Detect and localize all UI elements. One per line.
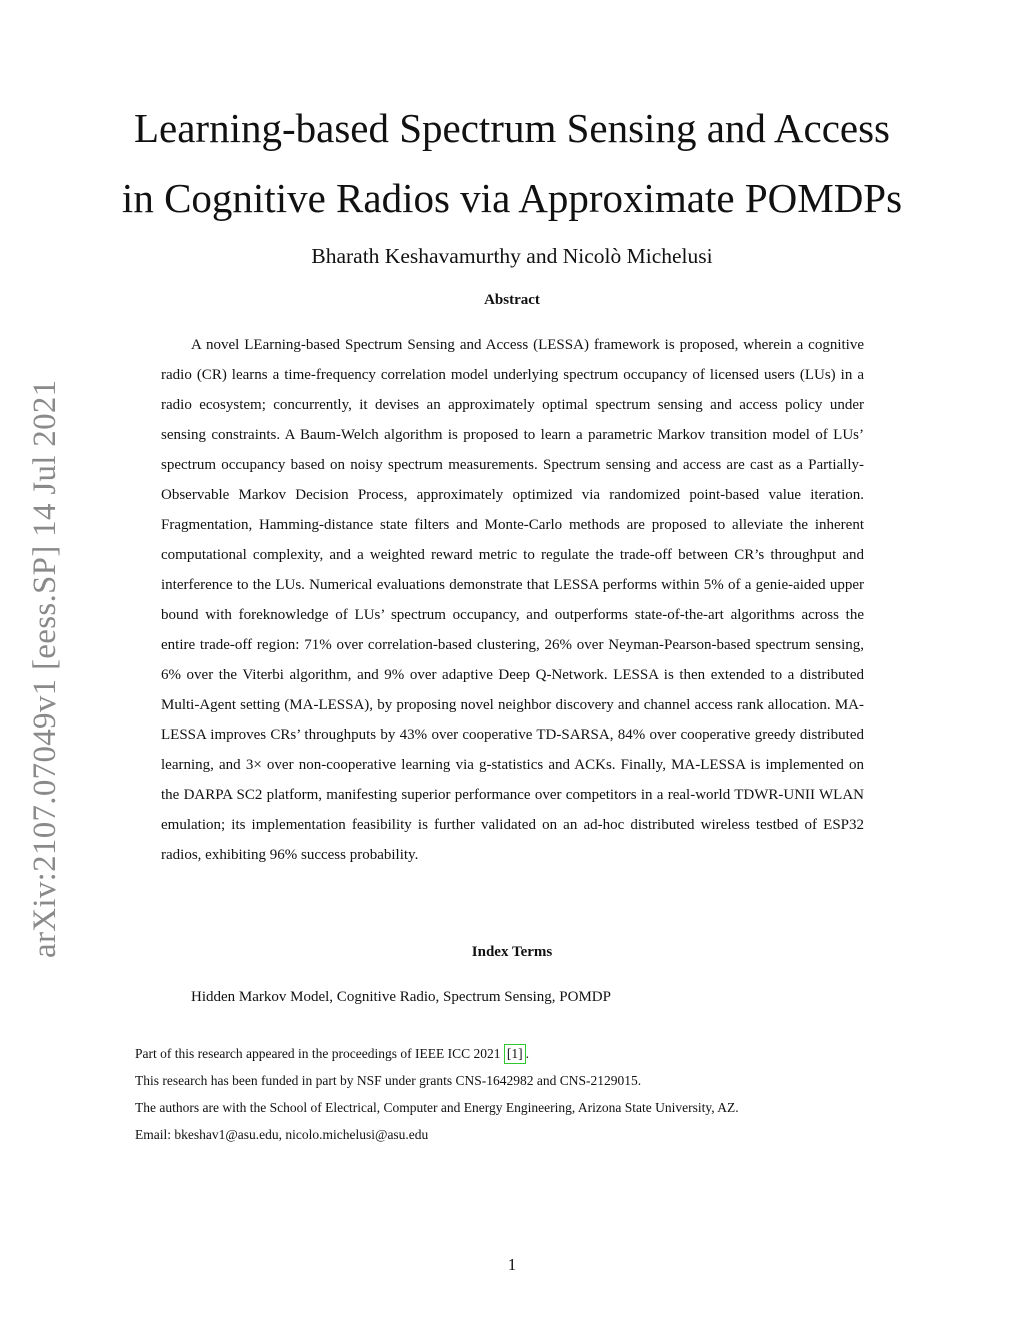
index-terms-text: Hidden Markov Model, Cognitive Radio, Spectrum Sensing, POMDP: [191, 989, 611, 1005]
index-terms-heading: Index Terms: [471, 944, 553, 960]
abstract-heading: Abstract: [484, 292, 540, 308]
title-line-2: in Cognitive Radios via Approximate POMDPs: [121, 175, 903, 221]
author-list: Bharath Keshavamurthy and Nicolò Michelusi: [311, 244, 713, 268]
page-number: 1: [507, 1255, 517, 1274]
citation-link[interactable]: [1]: [504, 1044, 526, 1064]
footnote-email: Email: bkeshav1@asu.edu, nicolo.michelusi@asu.edu: [135, 1127, 429, 1142]
footnote-proceedings: [135, 1040, 895, 1067]
arxiv-identifier-stamp: arXiv:2107.07049v1 [eess.SP] 14 Jul 2021: [27, 379, 63, 958]
footnote-proceedings-text: Part of this research appeared in the proceedings of IEEE ICC 2021: [135, 1046, 504, 1061]
title-line-1: Learning-based Spectrum Sensing and Access: [133, 105, 891, 151]
paper-title: [0, 93, 1024, 233]
footnote-affiliation: The authors are with the School of Electrical, Computer and Energy Engineering, Arizona State University, AZ.: [135, 1100, 739, 1115]
abstract-text: A novel LEarning-based Spectrum Sensing and Access (LESSA) framework is proposed, wherein a cognitive radio (CR) learns a time-frequency correlation model underlying spectrum occupancy of licensed users (LUs) in a radio ecosystem; concurrently, it devises an approximately optimal spectrum sensing and access policy under sensing constraints. A Baum-Welch algorithm is proposed to learn a parametric Markov transition model of LUs’ spectrum occupancy based on noisy spectrum measurements. Spectrum sensing and access are cast as a Partially-Observable Markov Decision Process, approximately optimized via randomized point-based value iteration. Fragmentation, Hamming-distance state filters and Monte-Carlo methods are proposed to alleviate the inherent computational complexity, and a weighted reward metric to regulate the trade-off between CR’s throughput and interference to the LUs. Numerical evaluations demonstrate that LESSA performs within 5% of a genie-aided upper bound with foreknowledge of LUs’ spectrum occupancy, and outperforms state-of-the-art algorithms across the entire trade-off region: 71% over correlation-based clustering, 26% over Neyman-Pearson-based spectrum sensing, 6% over the Viterbi algorithm, and 9% over adaptive Deep Q-Network. LESSA is then extended to a distributed Multi-Agent setting (MA-LESSA), by proposing novel neighbor discovery and channel access rank allocation. MA-LESSA improves CRs’ throughputs by 43% over cooperative TD-SARSA, 84% over cooperative greedy distributed learning, and 3× over non-cooperative learning via g-statistics and ACKs. Finally, MA-LESSA is implemented on the DARPA SC2 platform, manifesting superior performance over competitors in a real-world TDWR-UNII WLAN emulation; its implementation feasibility is further validated on an ad-hoc distributed wireless testbed of ESP32 radios, exhibiting 96% success probability.: [161, 337, 864, 863]
footnotes: [135, 1040, 895, 1148]
footnote-proceedings-end: .: [525, 1046, 530, 1061]
footnote-funding: This research has been funded in part by NSF under grants CNS-1642982 and CNS-2129015.: [135, 1073, 642, 1088]
